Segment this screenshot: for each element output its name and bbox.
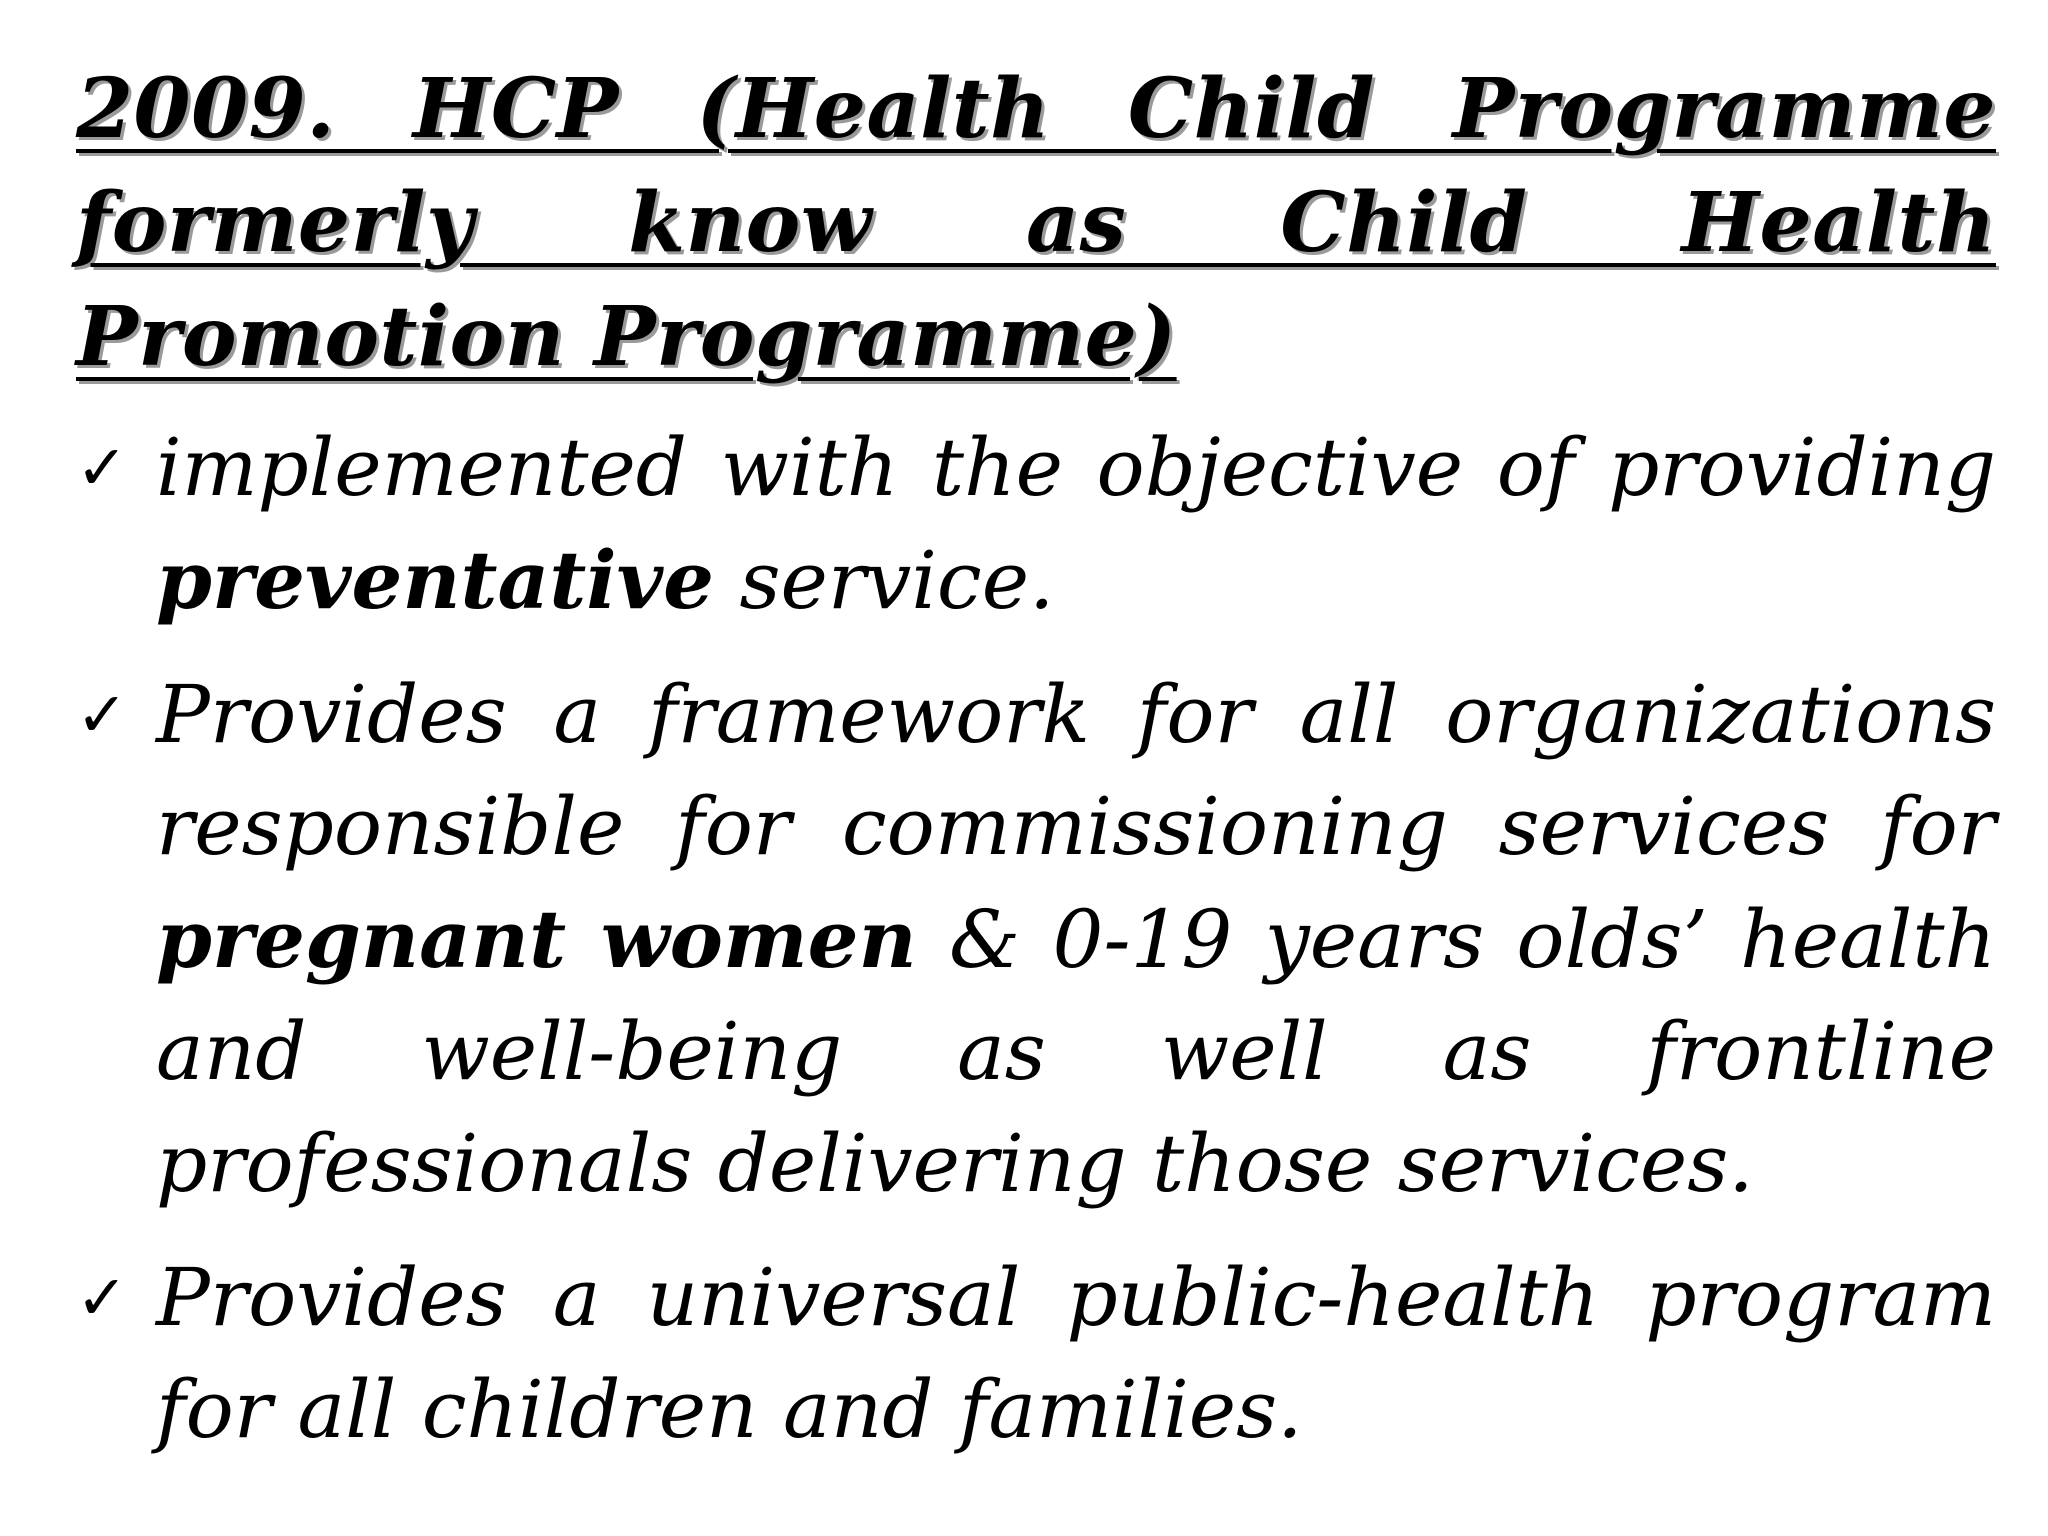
bullet-text: implemented with the objective of providing (156, 421, 1996, 514)
bullet-text: Provides a universal public-health program for all children and families. (156, 1251, 1996, 1456)
bullet-item (76, 659, 1996, 1220)
bullet-list (76, 412, 1996, 1488)
bullet-bold-text: preventative (156, 533, 715, 627)
bullet-item (76, 1242, 1996, 1466)
bullet-text: service. (714, 534, 1055, 627)
bullet-text: Provides a framework for all organizations responsible for commissioning services for (156, 668, 1996, 873)
bullet-text: & 0-19 years olds’ health and well-being as well as frontline professionals delivering those services. (156, 893, 1997, 1210)
check-icon: ✓ (76, 431, 128, 504)
bullet-bold-text: pregnant women (156, 892, 917, 986)
bullet-item (76, 412, 1996, 637)
check-icon: ✓ (76, 678, 128, 751)
check-icon: ✓ (76, 1261, 128, 1334)
slide-title: 2009. HCP (Health Child Programme formerly know as Child Health Promotion Programme) (76, 61, 1996, 385)
